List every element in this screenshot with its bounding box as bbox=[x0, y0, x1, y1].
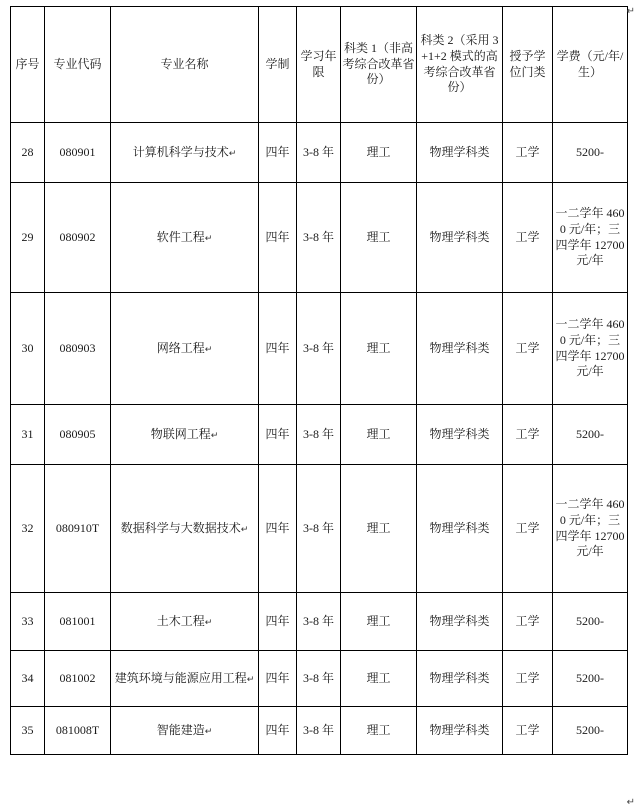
cell-category1: 理工 bbox=[341, 651, 417, 707]
cell-name: 计算机科学与技术↵ bbox=[111, 123, 259, 183]
cell-years: 3-8 年 bbox=[297, 293, 341, 405]
cell-index: 28 bbox=[11, 123, 45, 183]
cell-degree: 工学 bbox=[503, 123, 553, 183]
paragraph-mark: ↵ bbox=[240, 524, 249, 535]
cell-degree: 工学 bbox=[503, 593, 553, 651]
cell-name: 建筑环境与能源应用工程↵ bbox=[111, 651, 259, 707]
cell-index: 34 bbox=[11, 651, 45, 707]
table-header-row bbox=[11, 7, 628, 123]
cell-code: 081002 bbox=[45, 651, 111, 707]
table-row bbox=[11, 651, 628, 707]
cell-years: 3-8 年 bbox=[297, 465, 341, 593]
paragraph-mark: ↵ bbox=[204, 617, 213, 628]
cell-name: 数据科学与大数据技术↵ bbox=[111, 465, 259, 593]
table-row bbox=[11, 183, 628, 293]
header-code: 专业代码 bbox=[45, 7, 111, 123]
header-index: 序号 bbox=[11, 7, 45, 123]
cell-category1: 理工 bbox=[341, 293, 417, 405]
cell-fee: 5200- bbox=[553, 707, 628, 755]
cell-name: 土木工程↵ bbox=[111, 593, 259, 651]
table-row bbox=[11, 123, 628, 183]
cell-degree: 工学 bbox=[503, 707, 553, 755]
cell-years: 3-8 年 bbox=[297, 183, 341, 293]
cell-length: 四年 bbox=[259, 123, 297, 183]
table-row bbox=[11, 405, 628, 465]
cell-degree: 工学 bbox=[503, 465, 553, 593]
cell-category1: 理工 bbox=[341, 123, 417, 183]
cell-code: 080903 bbox=[45, 293, 111, 405]
major-list-table bbox=[10, 6, 628, 755]
cell-category1: 理工 bbox=[341, 593, 417, 651]
header-degree: 授予学位门类 bbox=[503, 7, 553, 123]
paragraph-mark-bottom: ↵ bbox=[626, 797, 635, 808]
cell-category2: 物理学科类 bbox=[417, 183, 503, 293]
cell-length: 四年 bbox=[259, 465, 297, 593]
cell-years: 3-8 年 bbox=[297, 707, 341, 755]
paragraph-mark: ↵ bbox=[228, 148, 237, 159]
cell-length: 四年 bbox=[259, 593, 297, 651]
header-name: 专业名称 bbox=[111, 7, 259, 123]
table-row bbox=[11, 465, 628, 593]
cell-years: 3-8 年 bbox=[297, 593, 341, 651]
cell-years: 3-8 年 bbox=[297, 405, 341, 465]
paragraph-mark: ↵ bbox=[210, 430, 219, 441]
cell-code: 080901 bbox=[45, 123, 111, 183]
cell-degree: 工学 bbox=[503, 405, 553, 465]
cell-years: 3-8 年 bbox=[297, 651, 341, 707]
cell-category1: 理工 bbox=[341, 405, 417, 465]
cell-index: 35 bbox=[11, 707, 45, 755]
cell-index: 29 bbox=[11, 183, 45, 293]
cell-category2: 物理学科类 bbox=[417, 405, 503, 465]
header-length: 学制 bbox=[259, 7, 297, 123]
cell-fee: 5200- bbox=[553, 123, 628, 183]
cell-category1: 理工 bbox=[341, 707, 417, 755]
cell-category1: 理工 bbox=[341, 465, 417, 593]
cell-length: 四年 bbox=[259, 651, 297, 707]
cell-index: 33 bbox=[11, 593, 45, 651]
paragraph-mark: ↵ bbox=[204, 233, 213, 244]
cell-fee: 一二学年 4600 元/年；三四学年 12700 元/年 bbox=[553, 183, 628, 293]
cell-category1: 理工 bbox=[341, 183, 417, 293]
cell-years: 3-8 年 bbox=[297, 123, 341, 183]
cell-length: 四年 bbox=[259, 293, 297, 405]
cell-length: 四年 bbox=[259, 707, 297, 755]
cell-index: 31 bbox=[11, 405, 45, 465]
cell-fee: 5200- bbox=[553, 593, 628, 651]
cell-fee: 5200- bbox=[553, 405, 628, 465]
cell-length: 四年 bbox=[259, 183, 297, 293]
header-category2: 科类 2（采用 3+1+2 模式的高考综合改革省份） bbox=[417, 7, 503, 123]
cell-name: 物联网工程↵ bbox=[111, 405, 259, 465]
cell-fee: 5200- bbox=[553, 651, 628, 707]
table-row bbox=[11, 293, 628, 405]
header-category1: 科类 1（非高考综合改革省份） bbox=[341, 7, 417, 123]
cell-code: 081001 bbox=[45, 593, 111, 651]
header-fee: 学费（元/年/生） bbox=[553, 7, 628, 123]
cell-name: 智能建造↵ bbox=[111, 707, 259, 755]
cell-code: 080910T bbox=[45, 465, 111, 593]
cell-name: 软件工程↵ bbox=[111, 183, 259, 293]
cell-category2: 物理学科类 bbox=[417, 707, 503, 755]
cell-category2: 物理学科类 bbox=[417, 293, 503, 405]
cell-code: 080902 bbox=[45, 183, 111, 293]
cell-category2: 物理学科类 bbox=[417, 465, 503, 593]
cell-category2: 物理学科类 bbox=[417, 593, 503, 651]
cell-code: 081008T bbox=[45, 707, 111, 755]
table-row bbox=[11, 707, 628, 755]
cell-length: 四年 bbox=[259, 405, 297, 465]
cell-degree: 工学 bbox=[503, 183, 553, 293]
header-years: 学习年限 bbox=[297, 7, 341, 123]
cell-name: 网络工程↵ bbox=[111, 293, 259, 405]
cell-category2: 物理学科类 bbox=[417, 651, 503, 707]
cell-fee: 一二学年 4600 元/年；三四学年 12700 元/年 bbox=[553, 465, 628, 593]
paragraph-mark: ↵ bbox=[204, 726, 213, 737]
table-body bbox=[11, 123, 628, 755]
paragraph-mark-top: ↵ bbox=[626, 6, 635, 17]
cell-code: 080905 bbox=[45, 405, 111, 465]
cell-degree: 工学 bbox=[503, 293, 553, 405]
cell-index: 30 bbox=[11, 293, 45, 405]
cell-category2: 物理学科类 bbox=[417, 123, 503, 183]
cell-index: 32 bbox=[11, 465, 45, 593]
cell-degree: 工学 bbox=[503, 651, 553, 707]
paragraph-mark: ↵ bbox=[204, 344, 213, 355]
paragraph-mark: ↵ bbox=[246, 674, 255, 685]
cell-fee: 一二学年 4600 元/年；三四学年 12700 元/年 bbox=[553, 293, 628, 405]
table-row bbox=[11, 593, 628, 651]
